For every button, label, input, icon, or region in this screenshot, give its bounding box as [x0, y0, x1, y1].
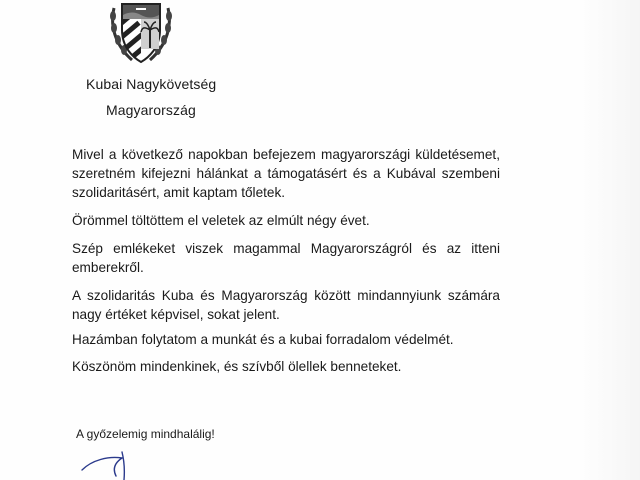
letter-paragraph: Örömmel töltöttem el veletek az elmúlt négy évet.: [72, 213, 370, 228]
closing-salutation: A győzelemig mindhalálig!: [76, 427, 215, 441]
embassy-name: Kubai Nagykövetség: [86, 76, 217, 92]
letter-paragraph: Köszönöm mindenkinek, és szívből ölellek benneteket.: [72, 359, 402, 374]
signature-icon: [78, 446, 158, 480]
letter-paragraph: Szép emlékeket viszek magammal Magyarországról és az itteni emberekről.: [72, 241, 500, 275]
letter-paragraph: Hazámban folytatom a munkát és a kubai forradalom védelmét.: [72, 332, 454, 347]
coat-of-arms-icon: [108, 0, 174, 66]
page-edge-shadow: [580, 0, 640, 480]
embassy-country: Magyarország: [106, 102, 196, 118]
letter-paragraph: Mivel a következő napokban befejezem magyarországi küldetésemet, szeretném kifejezni hálánkat a támogatásért és a Kubával szembeni szolidaritásért, amit kaptam tőletek.: [72, 147, 500, 200]
letter-paragraph: A szolidaritás Kuba és Magyarország között mindannyiunk számára nagy értéket képvisel, sokat jelent.: [72, 288, 500, 322]
